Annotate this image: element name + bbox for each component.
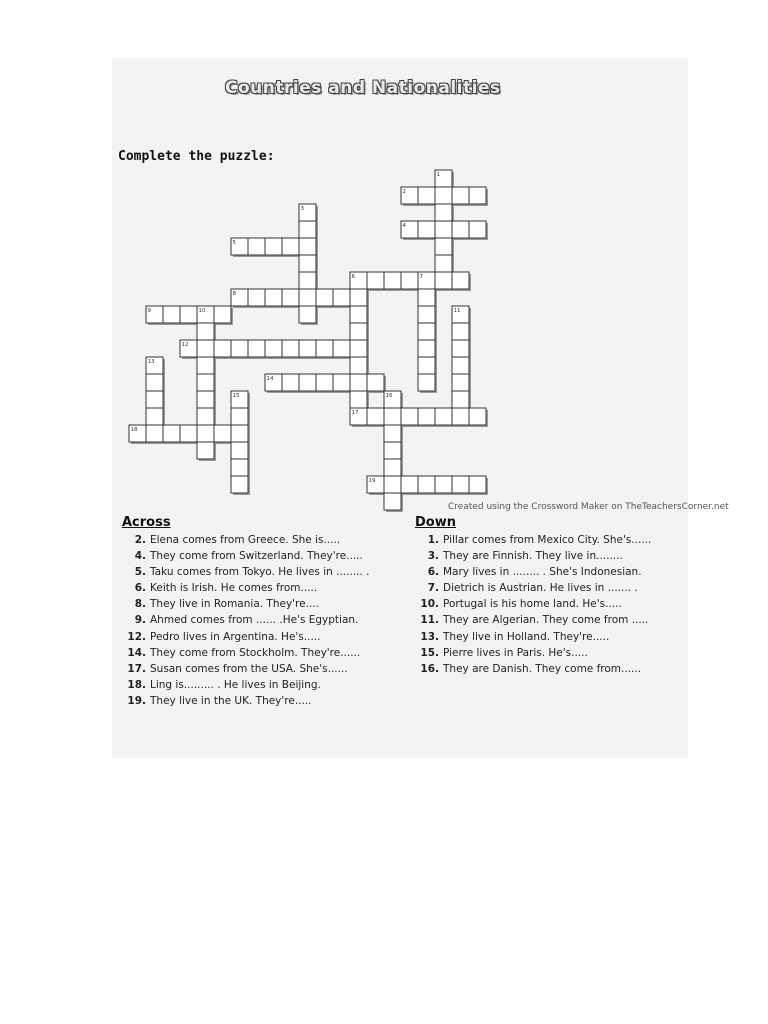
cell-number: 6: [351, 274, 355, 280]
crossword-cell[interactable]: [333, 340, 350, 357]
down-clue: [415, 661, 685, 677]
crossword-cell[interactable]: [231, 425, 248, 442]
clue-text: They are Finnish. They live in........: [443, 550, 623, 563]
crossword-cell[interactable]: [282, 238, 299, 255]
clue-text: They live in the UK. They're.....: [150, 694, 312, 707]
crossword-cell[interactable]: [384, 476, 401, 493]
cell-number: 11: [453, 308, 461, 314]
clue-number: 11.: [420, 614, 439, 627]
crossword-cell[interactable]: [316, 374, 333, 391]
cell-number: 14: [266, 376, 274, 382]
clue-text: They live in Romania. They're....: [150, 598, 319, 611]
cell-number: 16: [385, 393, 393, 399]
crossword-cell[interactable]: [350, 357, 367, 374]
crossword-cell[interactable]: [452, 323, 469, 340]
cell-number: 3: [300, 206, 304, 212]
crossword-cell[interactable]: [265, 289, 282, 306]
crossword-cell[interactable]: [350, 289, 367, 306]
down-clues: [415, 515, 685, 677]
crossword-cell[interactable]: [333, 289, 350, 306]
crossword-cell[interactable]: [231, 408, 248, 425]
across-clue: [122, 629, 402, 645]
cell-number: 8: [232, 291, 236, 297]
cell-number: 9: [147, 308, 151, 314]
crossword-cell[interactable]: [231, 459, 248, 476]
crossword-cell[interactable]: [197, 374, 214, 391]
across-clues: [122, 515, 402, 709]
clue-text: Keith is Irish. He comes from.....: [150, 582, 318, 595]
crossword-cell[interactable]: [367, 374, 384, 391]
down-clue-list: [415, 532, 685, 677]
crossword-cell[interactable]: [180, 306, 197, 323]
crossword-cell[interactable]: [418, 187, 435, 204]
crossword-cell[interactable]: [435, 204, 452, 221]
clue-text: Pedro lives in Argentina. He's.....: [150, 630, 321, 643]
crossword-cell[interactable]: [248, 340, 265, 357]
clue-text: Pillar comes from Mexico City. She's......: [443, 534, 652, 546]
clue-number: 7.: [427, 582, 439, 595]
cell-number: 1: [436, 172, 440, 178]
crossword-cell[interactable]: [452, 391, 469, 408]
crossword-cell[interactable]: [401, 272, 418, 289]
crossword-cell[interactable]: [452, 408, 469, 425]
clue-number: 17.: [127, 662, 146, 675]
puzzle-instruction: Complete the puzzle:: [118, 149, 275, 164]
cell-number: 18: [130, 427, 138, 433]
down-heading: Down: [415, 515, 456, 530]
crossword-cell[interactable]: [299, 340, 316, 357]
crossword-cell[interactable]: [367, 272, 384, 289]
crossword-cell[interactable]: [452, 357, 469, 374]
clue-number: 14.: [127, 646, 146, 659]
crossword-cell[interactable]: [452, 374, 469, 391]
across-clue: [122, 596, 402, 612]
crossword-cell[interactable]: [299, 238, 316, 255]
crossword-cell[interactable]: [418, 357, 435, 374]
crossword-cell[interactable]: [418, 408, 435, 425]
crossword-cell[interactable]: [384, 493, 401, 510]
crossword-cell[interactable]: [350, 323, 367, 340]
clue-number: 1.: [427, 534, 439, 546]
clue-number: 19.: [127, 694, 146, 707]
crossword-cell[interactable]: [333, 374, 350, 391]
crossword-cell[interactable]: [418, 221, 435, 238]
down-clue: [415, 612, 685, 628]
crossword-cell[interactable]: [350, 374, 367, 391]
crossword-cell[interactable]: [418, 306, 435, 323]
across-clue: [122, 693, 402, 709]
clue-number: 5.: [134, 566, 146, 579]
crossword-cell[interactable]: [435, 238, 452, 255]
across-clue: [122, 612, 402, 628]
crossword-cell[interactable]: [350, 306, 367, 323]
clue-text: Ahmed comes from ...... .He's Egyptian.: [150, 614, 359, 627]
crossword-cell[interactable]: [299, 289, 316, 306]
crossword-cell[interactable]: [384, 272, 401, 289]
crossword-cell[interactable]: [146, 391, 163, 408]
crossword-cell[interactable]: [367, 408, 384, 425]
crossword-cell[interactable]: [299, 221, 316, 238]
clue-text: Ling is......... . He lives in Beijing.: [150, 678, 321, 691]
cell-number: 5: [232, 240, 236, 246]
clue-number: 15.: [420, 646, 439, 659]
crossword-cell[interactable]: [435, 408, 452, 425]
crossword-cell[interactable]: [316, 340, 333, 357]
clue-number: 13.: [420, 630, 439, 643]
clue-text: Pierre lives in Paris. He's.....: [443, 646, 588, 659]
crossword-cell[interactable]: [299, 255, 316, 272]
cell-number: 4: [402, 223, 406, 229]
clue-text: They live in Holland. They're.....: [443, 630, 610, 643]
cell-number: 15: [232, 393, 240, 399]
across-clue: [122, 645, 402, 661]
clue-number: 12.: [127, 630, 146, 643]
crossword-cell[interactable]: [197, 442, 214, 459]
crossword-cell[interactable]: [469, 476, 486, 493]
crossword-cell[interactable]: [384, 459, 401, 476]
crossword-cell[interactable]: [418, 476, 435, 493]
crossword-cell[interactable]: [248, 289, 265, 306]
crossword-cell[interactable]: [197, 408, 214, 425]
clue-text: They are Algerian. They come from .....: [443, 614, 649, 627]
crossword-cell[interactable]: [214, 425, 231, 442]
crossword-cell[interactable]: [299, 374, 316, 391]
down-clue: [415, 580, 685, 596]
clue-number: 9.: [134, 614, 146, 627]
crossword-cell[interactable]: [231, 340, 248, 357]
crossword-cell[interactable]: [435, 187, 452, 204]
clue-text: Dietrich is Austrian. He lives in ....... .: [443, 582, 638, 595]
crossword-cell[interactable]: [435, 221, 452, 238]
across-clue: [122, 580, 402, 596]
crossword-cell[interactable]: [282, 374, 299, 391]
clue-text: Susan comes from the USA. She's......: [150, 662, 348, 675]
crossword-cell[interactable]: [214, 306, 231, 323]
down-clue: [415, 596, 685, 612]
down-clue: [415, 564, 685, 580]
crossword-cell[interactable]: [418, 374, 435, 391]
across-clue: [122, 661, 402, 677]
crossword-cell[interactable]: [401, 408, 418, 425]
clue-text: Mary lives in ........ . She's Indonesian.: [443, 566, 642, 579]
crossword-cell[interactable]: [163, 306, 180, 323]
worksheet-title: Countries and Nationalities: [225, 78, 501, 98]
across-clue: [122, 677, 402, 693]
crossword-cell[interactable]: [197, 340, 214, 357]
down-clue: [415, 645, 685, 661]
crossword-cell[interactable]: [282, 340, 299, 357]
crossword-cell[interactable]: [316, 289, 333, 306]
clue-number: 10.: [420, 598, 439, 611]
crossword-cell[interactable]: [350, 391, 367, 408]
clue-number: 3.: [427, 550, 439, 563]
credit-line: Created using the Crossword Maker on TheTeachersCorner.net: [448, 502, 729, 512]
cell-number: 10: [198, 308, 206, 314]
cell-number: 2: [402, 189, 406, 195]
across-clue: [122, 532, 402, 548]
crossword-cell[interactable]: [384, 425, 401, 442]
crossword-cell[interactable]: [214, 340, 231, 357]
crossword-cell[interactable]: [146, 425, 163, 442]
crossword-cell[interactable]: [265, 238, 282, 255]
crossword-cell[interactable]: [197, 357, 214, 374]
crossword-cell[interactable]: [384, 408, 401, 425]
clue-text: Portugal is his home land. He's.....: [443, 598, 622, 611]
crossword-cell[interactable]: [435, 255, 452, 272]
cell-number: 17: [351, 410, 359, 416]
crossword-cell[interactable]: [197, 391, 214, 408]
crossword-cell[interactable]: [452, 221, 469, 238]
crossword-cell[interactable]: [452, 340, 469, 357]
cell-number: 13: [147, 359, 155, 365]
clue-number: 6.: [427, 566, 439, 579]
crossword-cell[interactable]: [469, 221, 486, 238]
cell-number: 12: [181, 342, 189, 348]
crossword-cell[interactable]: [469, 187, 486, 204]
clue-number: 16.: [420, 662, 439, 675]
crossword-cell[interactable]: [452, 272, 469, 289]
across-clue: [122, 564, 402, 580]
clue-text: Taku comes from Tokyo. He lives in ........ .: [150, 566, 370, 579]
crossword-cell[interactable]: [418, 340, 435, 357]
clue-number: 6.: [134, 582, 146, 595]
crossword-cell[interactable]: [299, 306, 316, 323]
clue-number: 4.: [134, 550, 146, 563]
crossword-cell[interactable]: [146, 408, 163, 425]
down-clue: [415, 532, 685, 548]
crossword-cell[interactable]: [248, 238, 265, 255]
clue-number: 2.: [134, 534, 146, 546]
clue-text: Elena comes from Greece. She is.....: [150, 534, 341, 546]
down-clue: [415, 548, 685, 564]
crossword-cell[interactable]: [350, 340, 367, 357]
clue-number: 18.: [127, 678, 146, 691]
crossword-cell[interactable]: [231, 476, 248, 493]
crossword-cell[interactable]: [401, 476, 418, 493]
clue-text: They come from Stockholm. They're......: [150, 646, 361, 659]
crossword-cell[interactable]: [146, 374, 163, 391]
across-clue-list: [122, 532, 402, 709]
across-heading: Across: [122, 515, 171, 530]
crossword-cell[interactable]: [452, 476, 469, 493]
clue-number: 8.: [134, 598, 146, 611]
crossword-cell[interactable]: [384, 442, 401, 459]
crossword-cell[interactable]: [469, 408, 486, 425]
crossword-cell[interactable]: [197, 323, 214, 340]
crossword-cell[interactable]: [299, 272, 316, 289]
crossword-cell[interactable]: [452, 187, 469, 204]
crossword-cell[interactable]: [180, 425, 197, 442]
crossword-cell[interactable]: [435, 476, 452, 493]
down-clue: [415, 629, 685, 645]
crossword-cell[interactable]: [231, 442, 248, 459]
crossword-cell[interactable]: [163, 425, 180, 442]
crossword-cell[interactable]: [418, 323, 435, 340]
crossword-cell[interactable]: [282, 289, 299, 306]
crossword-cell[interactable]: [197, 425, 214, 442]
clue-text: They come from Switzerland. They're.....: [150, 550, 363, 563]
crossword-cell[interactable]: [418, 289, 435, 306]
crossword-cell[interactable]: [265, 340, 282, 357]
crossword-cell[interactable]: [435, 272, 452, 289]
cell-number: 7: [419, 274, 423, 280]
cell-number: 19: [368, 478, 376, 484]
clue-text: They are Danish. They come from......: [443, 662, 642, 675]
across-clue: [122, 548, 402, 564]
